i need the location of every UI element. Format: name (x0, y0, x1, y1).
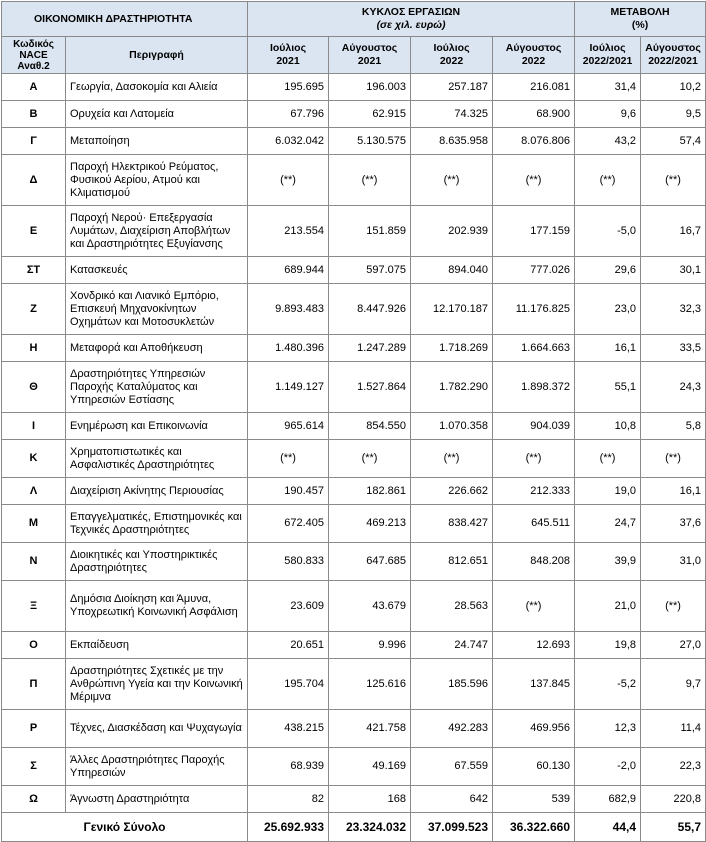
cell-description: Γεωργία, Δασοκομία και Αλιεία (66, 74, 248, 101)
header-turnover-title: ΚΥΚΛΟΣ ΕΡΓΑΣΙΩΝ (361, 6, 461, 18)
cell-jul-2022: 894.040 (411, 257, 493, 284)
cell-aug-2021: 43.679 (329, 581, 411, 632)
header-aug-2021: Αύγουστος 2021 (329, 37, 411, 74)
cell-description: Διαχείριση Ακίνητης Περιουσίας (66, 478, 248, 505)
cell-jul-2021: 195.704 (248, 659, 329, 710)
total-jul-2022: 37.099.523 (411, 813, 493, 842)
cell-change-aug: 11,4 (641, 710, 706, 748)
cell-change-jul: 12,3 (575, 710, 641, 748)
cell-aug-2022: 12.693 (493, 632, 575, 659)
cell-jul-2021: 23.609 (248, 581, 329, 632)
cell-nace-code: Ξ (2, 581, 66, 632)
header-code-line1: Κωδικός (13, 38, 54, 50)
cell-description: Μεταποίηση (66, 128, 248, 155)
cell-jul-2022: 202.939 (411, 206, 493, 257)
cell-description: Άγνωστη Δραστηριότητα (66, 786, 248, 813)
cell-change-jul: 16,1 (575, 335, 641, 362)
table-row (2, 74, 706, 101)
cell-change-jul: 29,6 (575, 257, 641, 284)
cell-nace-code: Κ (2, 440, 66, 478)
cell-nace-code: Ρ (2, 710, 66, 748)
cell-aug-2021: 62.915 (329, 101, 411, 128)
cell-change-jul: 39,9 (575, 543, 641, 581)
total-jul-2021: 25.692.933 (248, 813, 329, 842)
cell-change-aug: 31,0 (641, 543, 706, 581)
cell-change-jul: -5,0 (575, 206, 641, 257)
cell-aug-2022: 177.159 (493, 206, 575, 257)
cell-change-aug: (**) (641, 155, 706, 206)
cell-nace-code: Π (2, 659, 66, 710)
cell-description: Δημόσια Διοίκηση και Άμυνα, Υποχρεωτική Κοινωνική Ασφάλιση (66, 581, 248, 632)
cell-jul-2022: 492.283 (411, 710, 493, 748)
cell-change-jul: (**) (575, 440, 641, 478)
cell-aug-2021: 421.758 (329, 710, 411, 748)
cell-change-jul: (**) (575, 155, 641, 206)
table-row (2, 101, 706, 128)
cell-description: Χονδρικό και Λιανικό Εμπόριο, Επισκευή Μηχανοκίνητων Οχημάτων και Μοτοσυκλετών (66, 284, 248, 335)
cell-jul-2021: 689.944 (248, 257, 329, 284)
cell-jul-2021: 67.796 (248, 101, 329, 128)
total-aug-2021: 23.324.032 (329, 813, 411, 842)
cell-jul-2021: 1.480.396 (248, 335, 329, 362)
header-code-line2: NACE (19, 49, 48, 61)
total-row (2, 813, 706, 842)
cell-nace-code: Ν (2, 543, 66, 581)
cell-description: Εκπαίδευση (66, 632, 248, 659)
cell-nace-code: Ι (2, 413, 66, 440)
cell-aug-2022: 469.956 (493, 710, 575, 748)
header-aug-2022: Αύγουστος 2022 (493, 37, 575, 74)
cell-aug-2021: (**) (329, 155, 411, 206)
table-row (2, 206, 706, 257)
header-change-jul: Ιούλιος 2022/2021 (575, 37, 641, 74)
cell-description: Ορυχεία και Λατομεία (66, 101, 248, 128)
cell-jul-2022: 24.747 (411, 632, 493, 659)
cell-change-jul: 682,9 (575, 786, 641, 813)
cell-description: Δραστηριότητες Σχετικές με την Ανθρώπινη Υγεία και την Κοινωνική Μέριμνα (66, 659, 248, 710)
cell-nace-code: Β (2, 101, 66, 128)
cell-change-aug: 220,8 (641, 786, 706, 813)
cell-change-jul: -5,2 (575, 659, 641, 710)
cell-nace-code: ΣΤ (2, 257, 66, 284)
cell-aug-2022: 848.208 (493, 543, 575, 581)
cell-change-aug: 24,3 (641, 362, 706, 413)
cell-jul-2022: 185.596 (411, 659, 493, 710)
cell-aug-2021: 125.616 (329, 659, 411, 710)
cell-jul-2021: 82 (248, 786, 329, 813)
cell-jul-2021: 213.554 (248, 206, 329, 257)
table-row (2, 440, 706, 478)
total-aug-2022: 36.322.660 (493, 813, 575, 842)
cell-description: Επαγγελματικές, Επιστημονικές και Τεχνικές Δραστηριότητες (66, 505, 248, 543)
cell-change-aug: 5,8 (641, 413, 706, 440)
table-row (2, 478, 706, 505)
cell-aug-2022: 645.511 (493, 505, 575, 543)
cell-aug-2022: 1.664.663 (493, 335, 575, 362)
cell-nace-code: Σ (2, 748, 66, 786)
cell-aug-2022: (**) (493, 155, 575, 206)
table-row (2, 786, 706, 813)
cell-aug-2022: 68.900 (493, 101, 575, 128)
cell-aug-2021: 469.213 (329, 505, 411, 543)
cell-description: Άλλες Δραστηριότητες Παροχής Υπηρεσιών (66, 748, 248, 786)
table-row (2, 581, 706, 632)
header-change-aug: Αύγουστος 2022/2021 (641, 37, 706, 74)
cell-change-jul: 19,8 (575, 632, 641, 659)
cell-change-jul: 10,8 (575, 413, 641, 440)
table-row (2, 710, 706, 748)
header-activity: ΟΙΚΟΝΟΜΙΚΗ ΔΡΑΣΤΗΡΙΟΤΗΤΑ (2, 2, 248, 37)
cell-description: Παροχή Ηλεκτρικού Ρεύματος, Φυσικού Αερίου, Ατμού και Κλιματισμού (66, 155, 248, 206)
cell-aug-2022: 60.130 (493, 748, 575, 786)
header-change (575, 2, 706, 37)
cell-change-jul: 43,2 (575, 128, 641, 155)
header-description: Περιγραφή (66, 37, 248, 74)
table-row (2, 155, 706, 206)
cell-jul-2021: 672.405 (248, 505, 329, 543)
cell-jul-2022: 67.559 (411, 748, 493, 786)
cell-change-aug: 33,5 (641, 335, 706, 362)
cell-aug-2021: 647.685 (329, 543, 411, 581)
cell-nace-code: Ω (2, 786, 66, 813)
cell-change-aug: 16,1 (641, 478, 706, 505)
cell-nace-code: Δ (2, 155, 66, 206)
cell-jul-2021: (**) (248, 440, 329, 478)
cell-jul-2021: 965.614 (248, 413, 329, 440)
cell-description: Παροχή Νερού· Επεξεργασία Λυμάτων, Διαχείριση Αποβλήτων και Δραστηριότητες Εξυγίανσης (66, 206, 248, 257)
cell-change-aug: 32,3 (641, 284, 706, 335)
cell-jul-2022: 28.563 (411, 581, 493, 632)
total-change-aug: 55,7 (641, 813, 706, 842)
cell-jul-2021: 438.215 (248, 710, 329, 748)
cell-aug-2021: 854.550 (329, 413, 411, 440)
cell-nace-code: Ο (2, 632, 66, 659)
cell-aug-2022: 904.039 (493, 413, 575, 440)
total-change-jul: 44,4 (575, 813, 641, 842)
cell-aug-2021: 196.003 (329, 74, 411, 101)
cell-nace-code: Θ (2, 362, 66, 413)
cell-jul-2022: 257.187 (411, 74, 493, 101)
cell-jul-2022: 1.718.269 (411, 335, 493, 362)
table-row (2, 632, 706, 659)
cell-description: Κατασκευές (66, 257, 248, 284)
cell-change-jul: 9,6 (575, 101, 641, 128)
cell-jul-2022: 74.325 (411, 101, 493, 128)
cell-aug-2021: 9.996 (329, 632, 411, 659)
cell-nace-code: Ζ (2, 284, 66, 335)
cell-aug-2022: 777.026 (493, 257, 575, 284)
cell-change-aug: 37,6 (641, 505, 706, 543)
table-body (2, 74, 706, 813)
cell-description: Ενημέρωση και Επικοινωνία (66, 413, 248, 440)
cell-jul-2021: 9.893.483 (248, 284, 329, 335)
cell-aug-2022: 539 (493, 786, 575, 813)
cell-aug-2022: 1.898.372 (493, 362, 575, 413)
cell-jul-2021: 190.457 (248, 478, 329, 505)
cell-jul-2022: 12.170.187 (411, 284, 493, 335)
cell-jul-2022: 838.427 (411, 505, 493, 543)
cell-aug-2021: 8.447.926 (329, 284, 411, 335)
cell-nace-code: Ε (2, 206, 66, 257)
header-code (2, 37, 66, 74)
cell-description: Δραστηριότητες Υπηρεσιών Παροχής Καταλύματος και Υπηρεσιών Εστίασης (66, 362, 248, 413)
cell-change-aug: 22,3 (641, 748, 706, 786)
cell-change-aug: (**) (641, 581, 706, 632)
turnover-table (1, 1, 706, 842)
total-label: Γενικό Σύνολο (2, 813, 248, 842)
cell-change-aug: 27,0 (641, 632, 706, 659)
cell-jul-2022: 8.635.958 (411, 128, 493, 155)
cell-nace-code: Α (2, 74, 66, 101)
cell-nace-code: Γ (2, 128, 66, 155)
cell-jul-2021: (**) (248, 155, 329, 206)
cell-description: Τέχνες, Διασκέδαση και Ψυχαγωγία (66, 710, 248, 748)
table-row (2, 362, 706, 413)
cell-jul-2021: 195.695 (248, 74, 329, 101)
cell-nace-code: Η (2, 335, 66, 362)
cell-change-jul: 24,7 (575, 505, 641, 543)
table-row (2, 413, 706, 440)
header-jul-2021: Ιούλιος 2021 (248, 37, 329, 74)
cell-change-aug: 9,5 (641, 101, 706, 128)
table-row (2, 128, 706, 155)
cell-aug-2021: 168 (329, 786, 411, 813)
cell-jul-2022: 1.782.290 (411, 362, 493, 413)
cell-change-aug: (**) (641, 440, 706, 478)
cell-jul-2021: 68.939 (248, 748, 329, 786)
header-code-line3: Αναθ.2 (17, 60, 50, 72)
cell-jul-2022: (**) (411, 440, 493, 478)
cell-change-aug: 10,2 (641, 74, 706, 101)
cell-change-aug: 57,4 (641, 128, 706, 155)
cell-jul-2021: 1.149.127 (248, 362, 329, 413)
header-change-title: ΜΕΤΑΒΟΛΗ (610, 6, 670, 18)
cell-jul-2022: 642 (411, 786, 493, 813)
cell-jul-2022: 226.662 (411, 478, 493, 505)
cell-aug-2021: 597.075 (329, 257, 411, 284)
cell-nace-code: Μ (2, 505, 66, 543)
cell-change-jul: 55,1 (575, 362, 641, 413)
cell-aug-2021: 151.859 (329, 206, 411, 257)
header-change-unit: (%) (631, 19, 649, 31)
cell-jul-2022: (**) (411, 155, 493, 206)
cell-aug-2021: (**) (329, 440, 411, 478)
cell-aug-2022: 216.081 (493, 74, 575, 101)
table-row (2, 505, 706, 543)
cell-change-jul: 31,4 (575, 74, 641, 101)
cell-change-jul: 21,0 (575, 581, 641, 632)
header-turnover (248, 2, 575, 37)
table-row (2, 543, 706, 581)
cell-aug-2021: 1.527.864 (329, 362, 411, 413)
cell-change-jul: -2,0 (575, 748, 641, 786)
cell-aug-2021: 1.247.289 (329, 335, 411, 362)
cell-jul-2022: 812.651 (411, 543, 493, 581)
cell-jul-2022: 1.070.358 (411, 413, 493, 440)
table-row (2, 748, 706, 786)
cell-aug-2022: (**) (493, 440, 575, 478)
header-turnover-unit: (σε χιλ. ευρώ) (376, 19, 446, 31)
cell-aug-2022: 137.845 (493, 659, 575, 710)
cell-aug-2022: 8.076.806 (493, 128, 575, 155)
cell-aug-2022: 212.333 (493, 478, 575, 505)
cell-change-jul: 19,0 (575, 478, 641, 505)
cell-jul-2021: 580.833 (248, 543, 329, 581)
cell-jul-2021: 6.032.042 (248, 128, 329, 155)
cell-description: Μεταφορά και Αποθήκευση (66, 335, 248, 362)
cell-change-aug: 30,1 (641, 257, 706, 284)
cell-change-aug: 16,7 (641, 206, 706, 257)
cell-change-jul: 23,0 (575, 284, 641, 335)
cell-aug-2022: 11.176.825 (493, 284, 575, 335)
table-row (2, 284, 706, 335)
header-jul-2022: Ιούλιος 2022 (411, 37, 493, 74)
cell-aug-2021: 5.130.575 (329, 128, 411, 155)
cell-change-aug: 9,7 (641, 659, 706, 710)
cell-description: Χρηματοπιστωτικές και Ασφαλιστικές Δραστηριότητες (66, 440, 248, 478)
table-row (2, 659, 706, 710)
cell-nace-code: Λ (2, 478, 66, 505)
cell-aug-2022: (**) (493, 581, 575, 632)
cell-aug-2021: 49.169 (329, 748, 411, 786)
table-row (2, 257, 706, 284)
cell-aug-2021: 182.861 (329, 478, 411, 505)
cell-jul-2021: 20.651 (248, 632, 329, 659)
table-row (2, 335, 706, 362)
cell-description: Διοικητικές και Υποστηρικτικές Δραστηριότητες (66, 543, 248, 581)
